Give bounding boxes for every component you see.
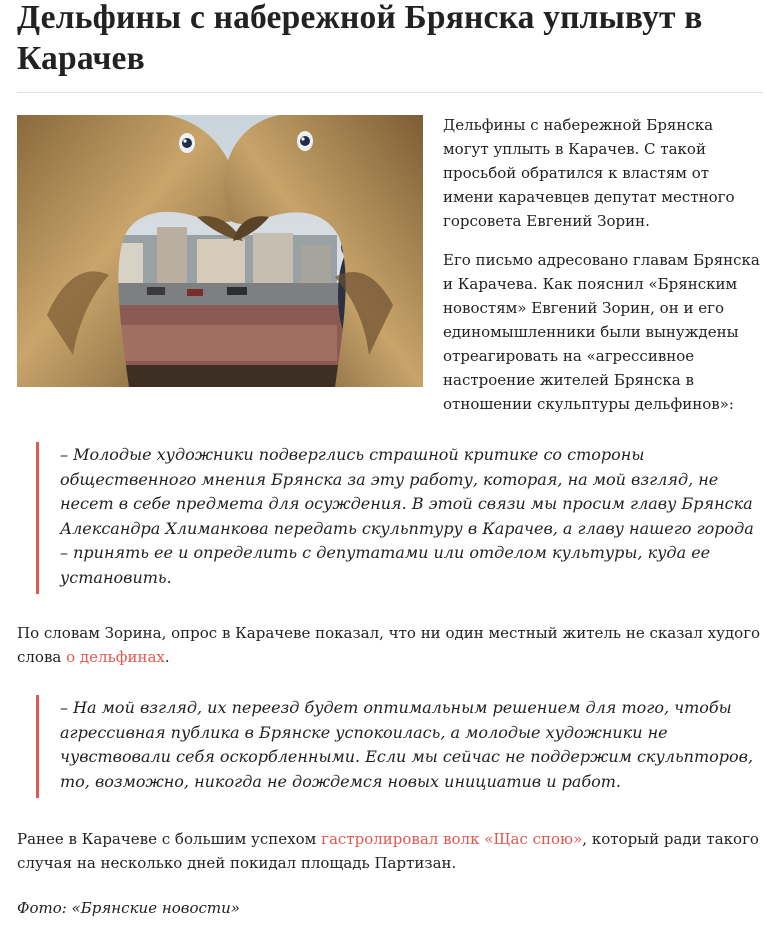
article-title: Дельфины с набережной Брянска уплывут в Карачев xyxy=(17,0,703,77)
quote-block xyxy=(36,695,763,798)
paragraph-text: . xyxy=(164,648,170,666)
article xyxy=(17,0,763,935)
paragraph-text: , который ради такого случая на несколько дней покидал площадь Партизан. xyxy=(17,830,759,872)
dolphins-link[interactable]: о дельфинах xyxy=(66,648,165,666)
photo-credit: Фото: «Брянские новости» xyxy=(17,899,240,917)
dolphin-sculpture-illustration xyxy=(17,115,423,387)
body-paragraph xyxy=(17,621,763,669)
body-paragraph xyxy=(17,827,763,875)
article-photo xyxy=(17,115,423,387)
paragraph-text: Ранее в Карачеве с большим успехом xyxy=(17,830,322,848)
quote-text: – На мой взгляд, их переезд будет оптимальным решением для того, чтобы агрессивная публика в Брянске успокоилась, а молодые художники не чувствовали себя оскорбленными. Если мы сейчас не поддержим скульпторов, то, возможно, никогда не дождемся новых инициатив и работ. xyxy=(60,698,754,791)
quote-block xyxy=(36,442,763,594)
body-paragraph: Его письмо адресовано главам Брянска и Карачева. Как пояснил «Брянским новостям» Евгений Зорин, он и его единомышленники были вынуждены отреагировать на «агрессивное настроение жителей Брянска в отношении скульптуры дельфинов»: xyxy=(443,251,760,413)
title-divider xyxy=(17,92,763,93)
quote-text: – Молодые художники подверглись страшной критике со стороны общественного мнения Брянска за эту работу, которая, на мой взгляд, не несет в себе предмета для осуждения. В этой связи мы просим главу Брянска Александра Хлиманкова передать скульптуру в Карачев, а главу нашего города – принять ее и определить с депутатами или отделом культуры, куда ее установить. xyxy=(60,445,754,587)
paragraph-text: По словам Зорина, опрос в Карачеве показал, что ни один местный житель не сказал худого слова xyxy=(17,624,761,666)
wolf-article-link[interactable]: гастролировал волк «Щас спою» xyxy=(321,830,583,848)
lead-paragraph: Дельфины с набережной Брянска могут уплыть в Карачев. С такой просьбой обратился к властям от имени карачевцев депутат местного горсовета Евгений Зорин. xyxy=(443,116,735,230)
